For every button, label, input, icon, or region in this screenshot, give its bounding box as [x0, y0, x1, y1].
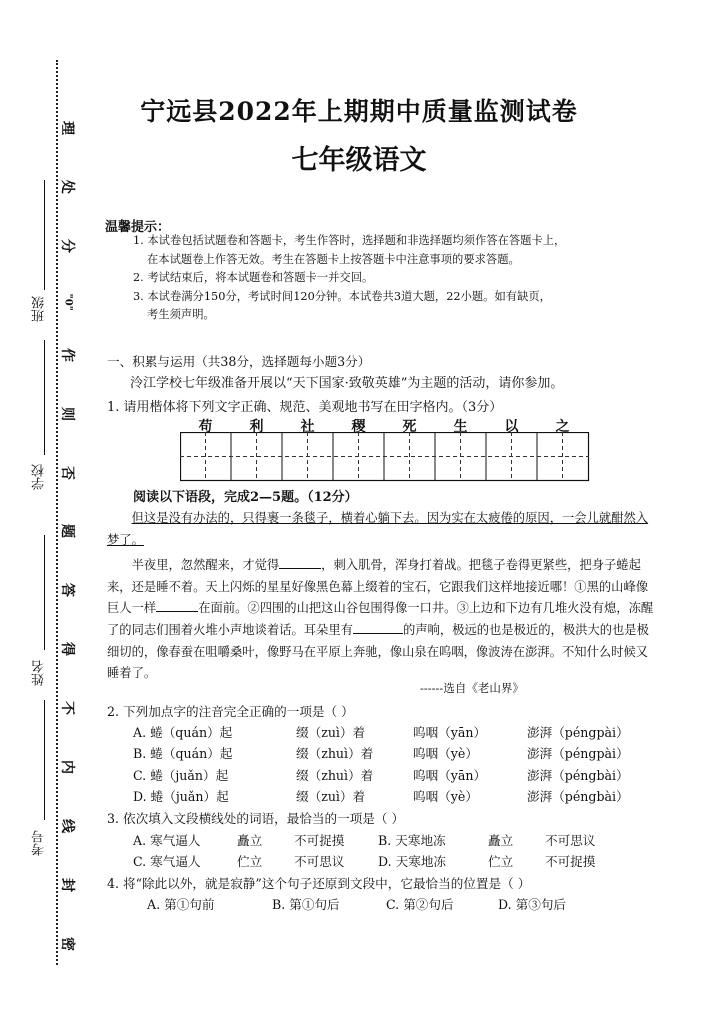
q2-option-a-3: 呜咽（yān） [413, 725, 487, 740]
q2-option-c-2: 缀（zhuì）着 [296, 768, 374, 783]
name-label: 姓名 [32, 660, 47, 686]
seal-char: 否 [59, 465, 75, 480]
class-label: 班级 [32, 296, 47, 322]
reading-passage [107, 508, 659, 685]
q4-option-c[interactable]: C. 第②句后 [386, 897, 454, 912]
grid-char: 稷 [351, 419, 366, 435]
fill-blank-2[interactable] [156, 611, 198, 612]
seal-char: 密 [59, 936, 75, 951]
q3-option-d-2: 伫立 [488, 854, 514, 869]
seal-char: 封 [59, 877, 75, 892]
grid-char: 苟 [198, 419, 213, 435]
q3-option-d[interactable]: D. 天寒地冻 [378, 854, 447, 869]
q3-option-b[interactable]: B. 天寒地冻 [378, 833, 446, 848]
fill-blank-1[interactable] [279, 568, 321, 569]
q4-option-d[interactable]: D. 第③句后 [498, 897, 567, 912]
q2-option-b-3: 呜咽（yè） [413, 746, 478, 761]
q3-option-b-2: 矗立 [488, 833, 514, 848]
school-line [44, 340, 45, 455]
tips-list [133, 232, 673, 325]
seal-char: 题 [59, 524, 75, 539]
grid-char: 利 [249, 419, 264, 435]
q4-option-a[interactable]: A. 第①句前 [147, 897, 215, 912]
passage-source: ------选自《老山界》 [420, 681, 524, 695]
q2-option-c-4: 澎湃（péngbài） [527, 768, 629, 783]
q3-option-c-3: 不可思议 [294, 854, 345, 869]
tip-line: 在本试题卷上作答无效。考生在答题卡上按答题卡中注意事项的要求答题。 [147, 252, 520, 266]
seal-char: 作 [59, 347, 75, 362]
seal-char: 得 [59, 642, 75, 657]
section1-intro: 泠江学校七年级准备开展以“天下国家·致敬英雄”为主题的活动，请你参加。 [130, 376, 564, 391]
q3-option-d-3: 不可捉摸 [545, 854, 596, 869]
grid-char: 生 [453, 419, 468, 435]
q2-option-d-4: 澎湃（péngbài） [527, 789, 629, 804]
seal-char: 处 [59, 179, 75, 194]
passage-text: ，刺入肌骨，浑身打着战。把毯子卷得更紧些，把身子蜷起来，还是睡不着。天上闪烁的星星好像黑色幕上缀着的宝石，它跟我们这样地接近哪！①黑的山峰像巨人一样 [107, 558, 649, 616]
q2-option-b-4: 澎湃（péngpài） [527, 746, 629, 761]
seal-char: 则 [59, 406, 75, 421]
tianzige-grid[interactable] [180, 432, 590, 482]
q2-option-c-3: 呜咽（yān） [413, 768, 487, 783]
passage-text: 半夜里，忽然醒来，才觉得 [131, 558, 280, 573]
tip-line: 考生须声明。 [147, 308, 215, 321]
q3-option-a[interactable]: A. 寒气逼人 [133, 833, 201, 848]
passage-text: 的声响，极远的也是极近的，极洪大的也是极细切的，像春蚕在咀嚼桑叶，像野马在平原上奔驰，像山泉在呜咽，像波涛在澎湃。不知什么时候又睡着了。 [107, 622, 649, 681]
reading-heading: 阅读以下语段，完成2—5题。（12分） [133, 490, 358, 505]
q2-option-b-2: 缀（zhuì）着 [296, 746, 374, 761]
seal-char: 内 [59, 760, 75, 775]
exam-no-label: 考号 [32, 830, 47, 856]
q3-option-b-3: 不可思议 [545, 833, 596, 848]
section1-heading: 一、积累与运用（共38分，选择题每小题3分） [107, 354, 371, 369]
q2-option-a[interactable]: A. 蜷（quán）起 [133, 725, 233, 740]
tip-line: 2. 考试结束后，将本试题卷和答题卡一并交回。 [133, 271, 374, 284]
question-3-stem: 3. 依次填入文段横线处的词语，最恰当的一项是（ ） [107, 811, 405, 826]
grid-char: 之 [555, 419, 570, 435]
school-label: 学校 [32, 464, 47, 490]
page-subtitle: 七年级语文 [291, 145, 427, 176]
question-2-stem: 2. 下列加点字的注音完全正确的一项是（ ） [107, 704, 354, 719]
q2-option-b[interactable]: B. 蜷（quán）起 [133, 746, 233, 761]
exam-no-line [44, 700, 45, 820]
seal-char: 线 [59, 819, 75, 834]
question-1: 1. 请用楷体将下列文字正确、规范、美观地书写在田字格内。（3分） [107, 400, 503, 415]
seal-notice [61, 118, 75, 954]
q4-option-b[interactable]: B. 第①句后 [272, 897, 340, 912]
q3-option-a-2: 矗立 [237, 833, 263, 848]
q2-option-d-3: 呜咽（yè） [413, 789, 478, 804]
q3-option-c[interactable]: C. 寒气逼人 [133, 854, 201, 869]
q3-option-c-2: 伫立 [237, 854, 263, 869]
question-4-stem: 4. 将“除此以外，就是寂静”这个句子还原到文段中，它最恰当的位置是（ ） [107, 876, 531, 891]
page-title: 宁远县2022年上期期中质量监测试卷 [140, 97, 578, 126]
passage-paragraph-2 [107, 555, 659, 685]
tip-line: 3. 本试卷满分150分，考试时间120分钟。本试卷共3道大题，22小题。如有缺页， [133, 289, 551, 303]
name-line [44, 535, 45, 650]
class-line [44, 180, 45, 290]
seal-char: 不 [59, 701, 75, 716]
fill-blank-3[interactable] [353, 633, 403, 634]
q2-option-a-4: 澎湃（péngpài） [527, 725, 629, 740]
passage-text: 在面前。②四围的山把这山谷包围得像一口井。③上边和下边有几堆火没有熄，冻醒了的同志们围着火堆小声地谈着话。耳朵里有 [107, 601, 654, 637]
seal-char: 理 [59, 121, 75, 135]
q2-option-d[interactable]: D. 蜷（juǎn）起 [133, 789, 229, 804]
seal-char: 答 [59, 583, 75, 598]
tip-line: 1. 本试卷包括试题卷和答题卡，考生作答时，选择题和非选择题均须作答在答题卡上， [133, 234, 566, 247]
q2-option-a-2: 缀（zuì）着 [296, 725, 366, 740]
grid-char: 死 [402, 419, 417, 435]
seal-char: 分 [59, 238, 75, 253]
q3-option-a-3: 不可捉摸 [294, 833, 345, 848]
seal-char: "0" [62, 293, 74, 311]
grid-char: 以 [504, 419, 519, 435]
q2-option-c[interactable]: C. 蜷（juǎn）起 [133, 768, 229, 783]
q2-option-d-2: 缀（zuì）着 [296, 789, 366, 804]
passage-paragraph-1: 但这是没有办法的，只得裹一条毯子，横着心躺下去。因为实在太疲倦的原因，一会儿就酣然入梦了。 [107, 511, 649, 547]
grid-char: 社 [300, 419, 315, 435]
tips-heading: 温馨提示： [105, 220, 171, 235]
